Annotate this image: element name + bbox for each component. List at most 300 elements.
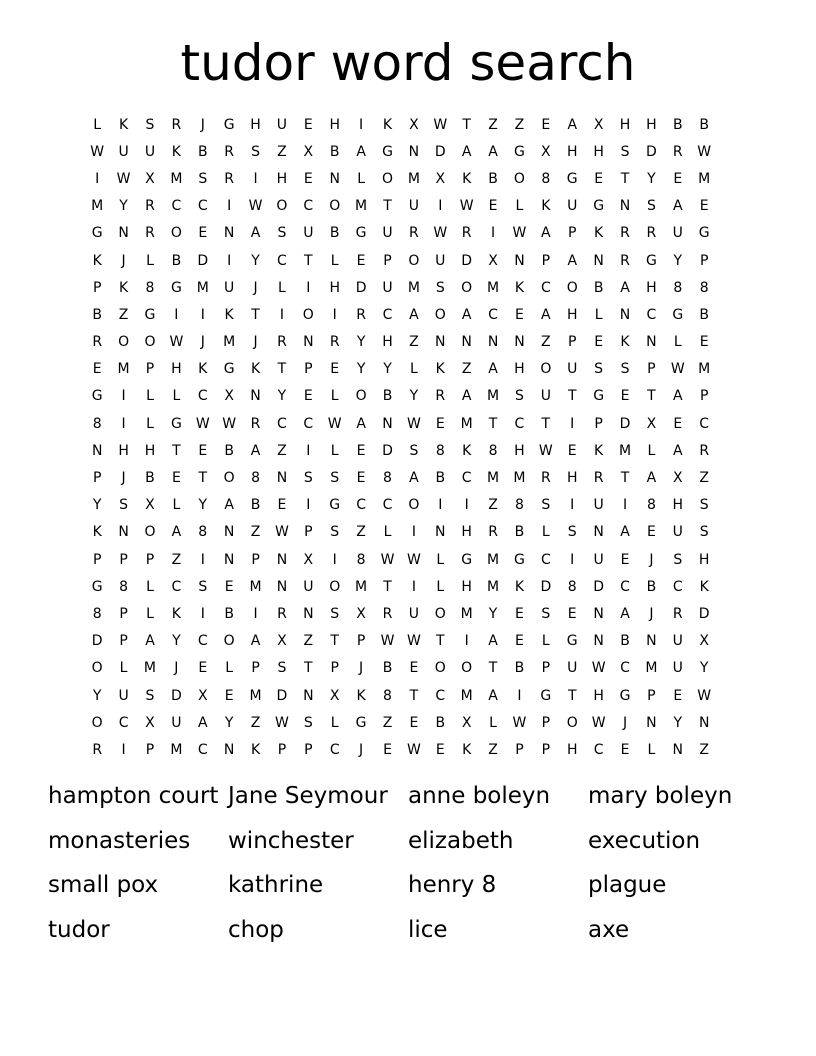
grid-letter: A [224,497,234,514]
grid-letter: B [646,578,657,595]
grid-letter: N [303,605,314,622]
grid-letter: O [223,633,235,650]
grid-letter: N [672,741,684,758]
grid-letter: A [673,198,683,215]
grid-letter: E [699,198,709,215]
grid-letter: J [649,551,654,568]
grid-letter: Y [356,361,366,378]
grid-row [84,709,744,736]
grid-letter: G [540,687,552,704]
grid-letter: K [462,741,472,758]
grid-letter: P [515,741,524,758]
grid-letter: I [306,279,311,296]
grid-letter: N [118,225,129,242]
grid-letter: X [461,714,472,731]
grid-letter: U [144,143,156,160]
grid-letter: P [145,361,155,378]
grid-letter: N [223,225,235,242]
grid-letter: 8 [356,551,366,568]
grid-letter: L [673,334,682,351]
grid-letter: H [382,334,393,351]
grid-letter: C [699,415,710,432]
grid-letter: R [145,225,155,242]
grid-letter: P [92,470,102,487]
grid-letter: E [224,578,234,595]
grid-letter: G [91,578,103,595]
grid-letter: I [121,741,126,758]
grid-letter: R [461,225,472,242]
grid-letter: W [406,741,421,758]
grid-letter: H [566,143,578,160]
grid-letter: O [91,660,103,677]
grid-letter: A [356,415,366,432]
grid-letter: H [593,143,604,160]
grid-letter: R [171,116,182,133]
grid-letter: O [461,660,473,677]
grid-letter: N [646,633,657,650]
grid-letter: T [462,116,471,133]
word-list-item: lice [408,916,448,943]
grid-letter: U [672,225,683,242]
grid-letter: P [541,714,551,731]
grid-letter: N [276,551,288,568]
grid-letter: M [170,741,183,758]
grid-letter: A [673,442,683,459]
grid-letter: S [330,524,340,541]
grid-row [84,682,744,709]
grid-letter: H [329,279,340,296]
grid-letter: M [460,687,473,704]
grid-letter: I [200,306,205,323]
grid-letter: O [91,714,103,731]
grid-letter: P [647,361,656,378]
grid-letter: N [303,334,314,351]
grid-row [84,383,744,410]
grid-letter: G [170,415,182,432]
grid-letter: H [461,524,472,541]
grid-letter: L [541,524,550,541]
grid-row [84,736,744,763]
grid-letter: W [195,415,210,432]
grid-letter: N [91,442,103,459]
grid-letter: K [462,170,472,187]
grid-letter: M [117,361,130,378]
grid-letter: Z [514,116,525,133]
grid-letter: E [541,116,551,133]
grid-letter: Z [250,714,261,731]
grid-letter: S [198,170,208,187]
grid-letter: I [306,442,311,459]
grid-letter: E [356,470,366,487]
grid-letter: Z [488,116,498,133]
grid-letter: H [698,551,710,568]
grid-letter: K [541,198,551,215]
grid-letter: H [619,116,631,133]
grid-letter: B [329,225,340,242]
grid-letter: X [488,252,498,269]
grid-letter: M [698,361,711,378]
grid-letter: C [197,388,208,405]
grid-letter: R [224,143,235,160]
grid-letter: H [329,116,340,133]
grid-letter: Z [461,361,472,378]
word-list-item: chop [228,916,284,943]
grid-letter: M [407,170,420,187]
grid-letter: P [699,252,709,269]
grid-letter: W [169,334,184,351]
grid-letter: Z [699,741,709,758]
grid-letter: W [670,361,685,378]
grid-letter: E [224,687,234,704]
grid-letter: B [699,116,709,133]
grid-letter: O [513,170,525,187]
grid-letter: S [541,605,551,622]
grid-letter: C [197,633,208,650]
grid-letter: X [541,143,551,160]
page-title: tudor word search [180,34,636,92]
grid-letter: C [382,306,393,323]
grid-letter: E [435,415,445,432]
grid-letter: P [647,687,656,704]
grid-letter: E [330,361,340,378]
grid-letter: T [567,687,577,704]
grid-letter: T [383,198,392,215]
grid-letter: G [672,306,684,323]
grid-letter: D [461,252,473,269]
grid-letter: L [541,633,550,650]
grid-letter: H [514,361,525,378]
grid-letter: I [253,170,258,187]
grid-letter: L [330,714,339,731]
grid-letter: A [646,470,657,487]
grid-letter: O [540,361,552,378]
grid-letter: K [198,361,208,378]
grid-letter: R [540,470,551,487]
grid-letter: M [249,687,262,704]
grid-letter: R [92,741,103,758]
grid-letter: W [90,143,105,160]
grid-letter: P [304,741,313,758]
grid-letter: J [622,714,628,731]
grid-letter: G [355,225,367,242]
grid-letter: C [540,551,551,568]
grid-letter: I [227,198,232,215]
grid-letter: W [406,551,421,568]
grid-letter: I [517,687,522,704]
grid-letter: B [593,279,604,296]
grid-letter: Y [647,170,656,187]
grid-letter: C [646,306,657,323]
grid-letter: B [250,497,261,514]
grid-letter: A [567,116,578,133]
grid-letter: P [330,660,339,677]
grid-letter: B [224,442,234,459]
grid-letter: D [91,633,103,650]
grid-letter: I [359,116,364,133]
grid-letter: Z [488,741,498,758]
grid-letter: D [276,687,288,704]
grid-letter: X [593,116,604,133]
grid-letter: S [119,497,129,514]
grid-letter: R [699,442,710,459]
grid-letter: Y [488,605,498,622]
grid-letter: N [223,524,235,541]
grid-row [84,193,744,220]
grid-letter: N [276,470,288,487]
grid-letter: 8 [646,497,656,514]
grid-letter: D [170,687,182,704]
grid-letter: W [591,660,606,677]
grid-letter: X [329,687,340,704]
grid-letter: Y [409,388,419,405]
grid-letter: Z [171,551,182,568]
grid-letter: M [223,334,236,351]
grid-letter: N [487,334,499,351]
grid-letter: W [697,687,712,704]
grid-letter: K [462,442,472,459]
grid-letter: N [435,334,446,351]
grid-letter: E [620,551,630,568]
grid-letter: E [699,334,709,351]
grid-letter: H [566,741,578,758]
grid-letter: B [514,660,525,677]
word-list-item: anne boleyn [408,783,551,809]
grid-letter: C [118,714,129,731]
grid-letter: A [409,306,419,323]
grid-letter: P [541,252,551,269]
grid-letter: K [92,252,102,269]
grid-letter: H [514,442,525,459]
grid-row [84,274,744,301]
grid-letter: E [198,660,208,677]
grid-row [84,573,744,600]
grid-letter: E [620,741,630,758]
word-list [48,778,788,956]
grid-letter: N [382,415,393,432]
grid-letter: O [566,279,578,296]
grid-letter: Z [488,497,498,514]
grid-letter: E [409,660,419,677]
grid-letter: S [699,524,709,541]
grid-letter: P [356,633,366,650]
grid-letter: 8 [435,442,445,459]
grid-letter: C [356,497,366,514]
word-list-item: elizabeth [408,827,514,854]
grid-letter: M [513,470,526,487]
grid-letter: C [435,687,446,704]
grid-letter: U [276,116,288,133]
grid-letter: R [672,605,683,622]
grid-letter: B [699,306,709,323]
grid-letter: P [145,741,155,758]
grid-letter: G [170,279,182,296]
grid-letter: S [198,578,208,595]
grid-row [84,301,744,328]
grid-letter: A [620,605,630,622]
grid-letter: H [171,361,182,378]
grid-letter: I [174,306,179,323]
grid-letter: R [382,605,393,622]
grid-letter: G [223,361,235,378]
grid-letter: X [145,170,155,187]
word-list-item: axe [588,916,630,943]
grid-letter: Z [409,334,419,351]
grid-letter: W [433,116,448,133]
grid-letter: W [591,714,606,731]
grid-letter: 8 [567,578,577,595]
grid-letter: S [541,497,551,514]
grid-letter: E [303,116,313,133]
grid-letter: 8 [119,578,129,595]
grid-letter: R [145,198,155,215]
grid-letter: K [171,605,181,622]
grid-letter: K [435,361,445,378]
grid-letter: I [253,605,258,622]
word-list-item: kathrine [228,872,324,898]
grid-letter: T [383,578,392,595]
grid-letter: R [224,170,235,187]
grid-letter: I [332,306,337,323]
grid-letter: U [567,198,578,215]
grid-letter: W [697,143,712,160]
grid-letter: S [620,361,630,378]
grid-letter: P [119,605,128,622]
grid-letter: D [382,442,393,459]
grid-letter: E [594,170,604,187]
grid-letter: H [566,306,578,323]
grid-letter: X [145,497,155,514]
grid-letter: B [672,116,683,133]
grid-letter: B [382,660,393,677]
grid-letter: U [224,279,235,296]
grid-letter: L [647,442,656,459]
grid-letter: G [329,497,341,514]
grid-letter: S [303,470,313,487]
grid-letter: M [460,605,473,622]
grid-letter: B [382,388,393,405]
grid-letter: K [250,361,261,378]
grid-letter: M [487,279,500,296]
grid-letter: R [92,334,103,351]
grid-letter: S [145,116,155,133]
grid-letter: I [200,551,205,568]
grid-letter: 8 [699,279,709,296]
grid-letter: J [174,660,179,677]
grid-letter: E [620,388,630,405]
grid-letter: E [567,605,577,622]
grid-letter: T [620,470,630,487]
grid-letter: N [223,741,235,758]
grid-letter: P [568,334,577,351]
grid-letter: G [382,143,393,160]
grid-letter: X [197,687,208,704]
grid-letter: X [646,415,657,432]
grid-letter: T [647,388,656,405]
grid-letter: P [568,225,577,242]
grid-letter: B [171,252,182,269]
grid-letter: O [355,388,367,405]
grid-letter: R [277,334,287,351]
grid-letter: E [171,470,181,487]
grid-letter: O [408,497,420,514]
grid-letter: P [251,551,260,568]
grid-letter: Y [224,714,234,731]
grid-row [84,410,744,437]
grid-letter: L [489,714,497,731]
grid-letter: S [673,551,683,568]
grid-letter: R [277,605,287,622]
grid-letter: I [570,551,575,568]
grid-letter: S [699,497,709,514]
grid-letter: L [93,116,102,133]
grid-letter: E [515,605,524,622]
grid-letter: I [464,633,469,650]
grid-letter: Z [541,334,551,351]
grid-letter: 8 [673,279,683,296]
grid-letter: J [253,334,258,351]
grid-letter: T [277,361,287,378]
grid-letter: N [514,252,525,269]
grid-row [84,546,744,573]
grid-letter: B [197,143,208,160]
grid-letter: D [434,143,446,160]
grid-letter: E [356,252,366,269]
grid-letter: T [541,415,551,432]
grid-letter: G [566,170,578,187]
grid-letter: E [92,361,102,378]
grid-letter: E [303,388,313,405]
grid-letter: W [406,415,421,432]
grid-letter: J [121,470,126,487]
grid-letter: B [329,143,340,160]
grid-letter: Z [699,470,709,487]
grid-letter: O [434,306,446,323]
grid-letter: L [172,497,181,514]
grid-letter: U [593,497,604,514]
grid-letter: X [672,470,683,487]
word-list-item: tudor [48,916,110,943]
grid-letter: N [593,605,604,622]
grid-letter: Y [172,633,181,650]
grid-letter: K [118,116,129,133]
grid-letter: M [487,551,500,568]
grid-letter: L [647,741,656,758]
grid-letter: P [304,361,313,378]
grid-letter: 8 [383,470,392,487]
grid-letter: W [538,442,553,459]
word-list-item: monasteries [48,827,191,854]
grid-row [84,138,744,165]
grid-letter: J [359,660,364,677]
grid-letter: A [461,143,472,160]
grid-letter: E [567,442,577,459]
grid-letter: I [227,252,232,269]
grid-letter: C [540,279,551,296]
grid-letter: S [594,361,604,378]
grid-letter: I [464,497,469,514]
grid-letter: E [673,415,683,432]
grid-letter: R [356,306,366,323]
grid-letter: U [171,714,182,731]
grid-letter: U [567,361,578,378]
grid-letter: K [620,334,630,351]
grid-letter: M [91,198,104,215]
grid-letter: R [593,470,604,487]
grid-letter: A [250,633,261,650]
grid-letter: I [490,225,496,242]
grid-letter: M [143,660,157,677]
grid-letter: L [278,279,286,296]
